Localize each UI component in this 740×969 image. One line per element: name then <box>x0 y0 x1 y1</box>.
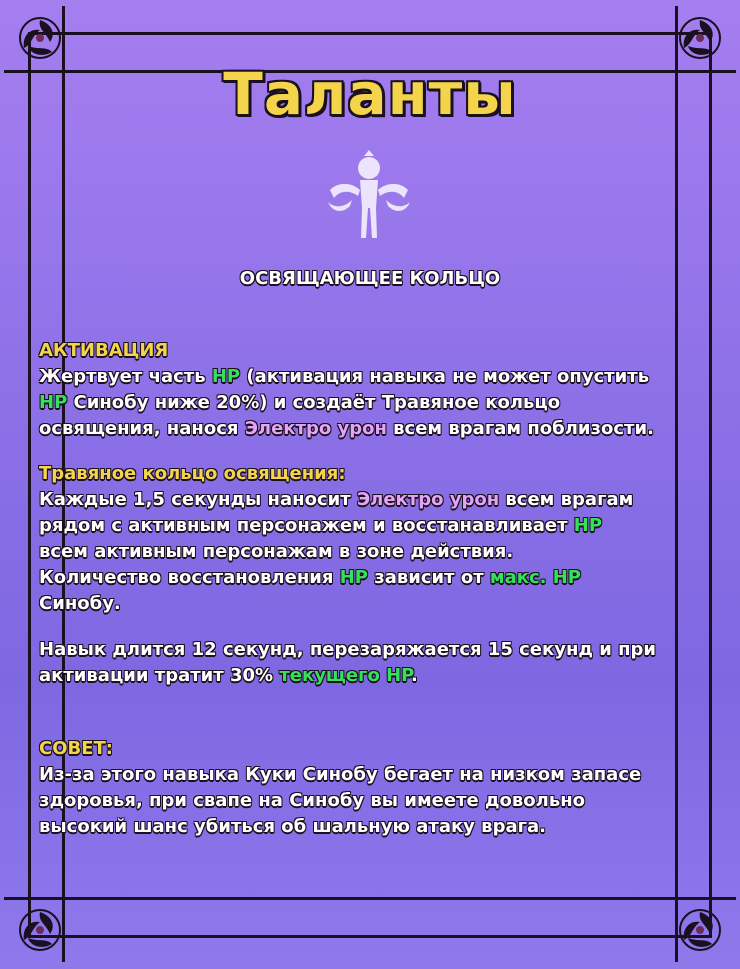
current-hp-term: текущего HP <box>279 665 412 686</box>
ring-section <box>39 461 709 617</box>
duration-line: Навык длится 12 секунд, перезаряжается 15 секунд и при <box>39 639 657 660</box>
electro-emblem-icon <box>16 14 64 62</box>
activation-line: Жертвует часть HP (активация навыка не может опустить <box>39 366 650 387</box>
ring-heading: Травяное кольцо освящения: <box>39 463 346 484</box>
ring-line: Каждые 1,5 секунды наносит Электро урон всем врагам <box>39 489 634 510</box>
electro-term: Электро урон <box>244 418 387 439</box>
ring-line: Количество восстановления HP зависит от макс. HP <box>39 567 581 588</box>
duration-section <box>39 637 709 689</box>
electro-emblem-icon <box>676 14 724 62</box>
ring-line: Синобу. <box>39 593 121 614</box>
electro-term: Электро урон <box>356 489 500 510</box>
ring-line: всем активным персонажам в зоне действия. <box>39 541 514 562</box>
advice-heading: СОВЕТ: <box>39 738 114 759</box>
max-hp-term: макс. HP <box>489 567 581 588</box>
advice-line: здоровья, при свапе на Синобу вы имеете довольно <box>39 790 586 811</box>
hp-term: HP <box>211 366 241 387</box>
skill-icon <box>324 150 414 242</box>
skill-name: ОСВЯЩАЮЩЕЕ КОЛЬЦО <box>239 268 501 289</box>
electro-emblem-icon <box>676 906 724 954</box>
advice-line: Из-за этого навыка Куки Синобу бегает на низком запасе <box>39 764 642 785</box>
ring-line: рядом с активным персонажем и восстанавливает HP <box>39 515 603 536</box>
hp-term: HP <box>339 567 368 588</box>
activation-line: освящения, нанося Электро урон всем врагам поблизости. <box>39 418 654 439</box>
advice-line: высокий шанс убиться об шальную атаку врага. <box>39 816 546 837</box>
duration-line: активации тратит 30% текущего HP. <box>39 665 418 686</box>
activation-section <box>39 338 709 442</box>
page-title: Таланты <box>223 60 517 128</box>
hp-term: HP <box>39 392 68 413</box>
electro-emblem-icon <box>16 906 64 954</box>
activation-line: HP Синобу ниже 20%) и создаёт Травяное кольцо <box>39 392 561 413</box>
advice-section <box>39 736 709 840</box>
activation-heading: АКТИВАЦИЯ <box>39 340 169 361</box>
hp-term: HP <box>573 515 603 536</box>
